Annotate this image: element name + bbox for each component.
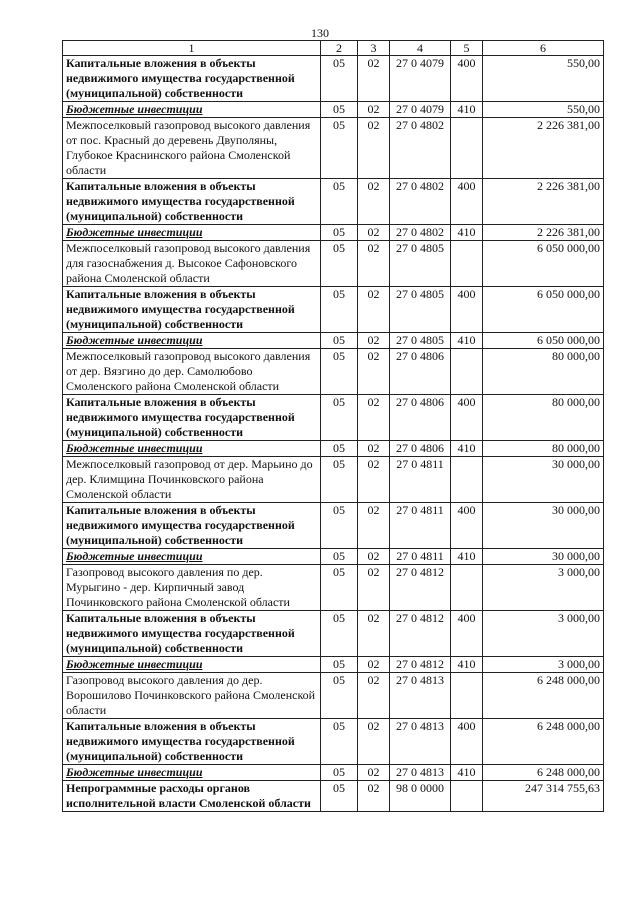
table-row [63,549,604,565]
cell-amount: 2 226 381,00 [483,179,604,225]
cell-section: 05 [321,395,358,441]
cell-subsection: 02 [358,56,390,102]
table-body [63,56,604,812]
cell-expense-type: 400 [451,719,483,765]
cell-name: Капитальные вложения в объекты недвижимого имущества государственной (муниципальной) собственности [63,395,321,441]
table-row [63,673,604,719]
table-row [63,503,604,549]
table-row [63,349,604,395]
cell-section: 05 [321,611,358,657]
cell-expense-type [451,118,483,179]
table-row [63,333,604,349]
cell-name: Бюджетные инвестиции [63,225,321,241]
cell-expense-type: 410 [451,333,483,349]
cell-section: 05 [321,118,358,179]
cell-target-article: 27 0 4802 [390,118,451,179]
cell-subsection: 02 [358,333,390,349]
cell-amount: 30 000,00 [483,549,604,565]
cell-subsection: 02 [358,657,390,673]
cell-target-article: 27 0 4811 [390,549,451,565]
cell-target-article: 27 0 4079 [390,102,451,118]
cell-name: Бюджетные инвестиции [63,765,321,781]
cell-expense-type [451,241,483,287]
cell-subsection: 02 [358,349,390,395]
cell-section: 05 [321,457,358,503]
page-number: 130 [311,26,329,40]
column-header-csr: 4 [390,41,451,56]
cell-amount: 6 050 000,00 [483,287,604,333]
cell-name: Непрограммные расходы органов исполнительной власти Смоленской области [63,781,321,812]
cell-amount: 6 248 000,00 [483,719,604,765]
table-row [63,565,604,611]
cell-amount: 550,00 [483,102,604,118]
cell-amount: 80 000,00 [483,395,604,441]
cell-name: Капитальные вложения в объекты недвижимого имущества государственной (муниципальной) собственности [63,719,321,765]
cell-expense-type [451,349,483,395]
cell-amount: 80 000,00 [483,441,604,457]
cell-subsection: 02 [358,287,390,333]
cell-name: Капитальные вложения в объекты недвижимого имущества государственной (муниципальной) собственности [63,287,321,333]
cell-target-article: 27 0 4813 [390,765,451,781]
cell-subsection: 02 [358,441,390,457]
cell-amount: 30 000,00 [483,457,604,503]
cell-target-article: 27 0 4806 [390,395,451,441]
cell-section: 05 [321,333,358,349]
cell-target-article: 27 0 4806 [390,349,451,395]
cell-subsection: 02 [358,549,390,565]
cell-subsection: 02 [358,241,390,287]
cell-name: Бюджетные инвестиции [63,333,321,349]
table-row [63,118,604,179]
cell-name: Бюджетные инвестиции [63,441,321,457]
cell-section: 05 [321,287,358,333]
cell-expense-type: 410 [451,225,483,241]
cell-amount: 3 000,00 [483,611,604,657]
cell-subsection: 02 [358,118,390,179]
column-header-sum: 6 [483,41,604,56]
cell-expense-type: 400 [451,287,483,333]
cell-target-article: 27 0 4802 [390,225,451,241]
cell-section: 05 [321,56,358,102]
cell-subsection: 02 [358,395,390,441]
cell-amount: 247 314 755,63 [483,781,604,812]
table-row [63,225,604,241]
cell-target-article: 27 0 4805 [390,333,451,349]
cell-expense-type: 410 [451,657,483,673]
cell-amount: 30 000,00 [483,503,604,549]
cell-amount: 2 226 381,00 [483,225,604,241]
cell-amount: 2 226 381,00 [483,118,604,179]
cell-name: Бюджетные инвестиции [63,549,321,565]
cell-name: Газопровод высокого давления до дер. Ворошилово Починковского района Смоленской области [63,673,321,719]
cell-target-article: 27 0 4811 [390,457,451,503]
cell-name: Межпоселковый газопровод высокого давления от пос. Красный до деревень Двуполяны, Глубокое Краснинского района Смоленской области [63,118,321,179]
cell-section: 05 [321,719,358,765]
cell-expense-type: 400 [451,611,483,657]
cell-expense-type: 400 [451,56,483,102]
cell-expense-type: 410 [451,102,483,118]
cell-name: Капитальные вложения в объекты недвижимого имущества государственной (муниципальной) собственности [63,503,321,549]
table-header-row [63,41,604,56]
cell-amount: 3 000,00 [483,565,604,611]
table-row [63,611,604,657]
cell-expense-type [451,781,483,812]
table-row [63,719,604,765]
cell-subsection: 02 [358,565,390,611]
cell-name: Межпоселковый газопровод от дер. Марьино до дер. Климщина Починковского района Смоленской области [63,457,321,503]
table-row [63,781,604,812]
table-row [63,287,604,333]
cell-name: Бюджетные инвестиции [63,102,321,118]
cell-target-article: 98 0 0000 [390,781,451,812]
table-row [63,765,604,781]
cell-section: 05 [321,102,358,118]
cell-expense-type: 410 [451,765,483,781]
column-header-vr: 5 [451,41,483,56]
cell-amount: 6 248 000,00 [483,765,604,781]
cell-target-article: 27 0 4812 [390,611,451,657]
table-row [63,457,604,503]
cell-section: 05 [321,765,358,781]
cell-amount: 6 050 000,00 [483,333,604,349]
cell-expense-type [451,673,483,719]
cell-expense-type: 400 [451,503,483,549]
cell-name: Бюджетные инвестиции [63,657,321,673]
table-row [63,395,604,441]
cell-section: 05 [321,549,358,565]
cell-section: 05 [321,241,358,287]
cell-name: Межпоселковый газопровод высокого давления для газоснабжения д. Высокое Сафоновского района Смоленской области [63,241,321,287]
cell-name: Капитальные вложения в объекты недвижимого имущества государственной (муниципальной) собственности [63,56,321,102]
cell-target-article: 27 0 4811 [390,503,451,549]
cell-section: 05 [321,441,358,457]
cell-expense-type [451,565,483,611]
table-row [63,241,604,287]
cell-amount: 550,00 [483,56,604,102]
cell-amount: 6 248 000,00 [483,673,604,719]
cell-section: 05 [321,179,358,225]
cell-name: Капитальные вложения в объекты недвижимого имущества государственной (муниципальной) собственности [63,179,321,225]
cell-name: Межпоселковый газопровод высокого давления от дер. Вязгино до дер. Самолюбово Смоленского района Смоленской области [63,349,321,395]
cell-subsection: 02 [358,781,390,812]
cell-subsection: 02 [358,673,390,719]
cell-target-article: 27 0 4802 [390,179,451,225]
cell-name: Капитальные вложения в объекты недвижимого имущества государственной (муниципальной) собственности [63,611,321,657]
cell-target-article: 27 0 4806 [390,441,451,457]
cell-section: 05 [321,781,358,812]
budget-table [62,40,604,812]
table-row [63,179,604,225]
cell-expense-type: 400 [451,395,483,441]
table-row [63,56,604,102]
cell-amount: 3 000,00 [483,657,604,673]
cell-subsection: 02 [358,611,390,657]
cell-target-article: 27 0 4812 [390,657,451,673]
cell-target-article: 27 0 4805 [390,241,451,287]
cell-subsection: 02 [358,225,390,241]
cell-expense-type [451,457,483,503]
column-header-pr: 3 [358,41,390,56]
table-row [63,441,604,457]
table-row [63,657,604,673]
cell-section: 05 [321,657,358,673]
cell-subsection: 02 [358,102,390,118]
cell-section: 05 [321,225,358,241]
cell-subsection: 02 [358,457,390,503]
column-header-name: 1 [63,41,321,56]
cell-section: 05 [321,503,358,549]
cell-expense-type: 410 [451,549,483,565]
cell-section: 05 [321,673,358,719]
cell-subsection: 02 [358,503,390,549]
column-header-rz: 2 [321,41,358,56]
cell-target-article: 27 0 4813 [390,673,451,719]
cell-target-article: 27 0 4805 [390,287,451,333]
cell-target-article: 27 0 4813 [390,719,451,765]
cell-expense-type: 410 [451,441,483,457]
cell-subsection: 02 [358,179,390,225]
cell-amount: 6 050 000,00 [483,241,604,287]
cell-subsection: 02 [358,719,390,765]
cell-section: 05 [321,565,358,611]
cell-target-article: 27 0 4812 [390,565,451,611]
cell-target-article: 27 0 4079 [390,56,451,102]
cell-amount: 80 000,00 [483,349,604,395]
cell-name: Газопровод высокого давления по дер. Мурыгино - дер. Кирпичный завод Починковского района Смоленской области [63,565,321,611]
table-row [63,102,604,118]
cell-expense-type: 400 [451,179,483,225]
cell-subsection: 02 [358,765,390,781]
cell-section: 05 [321,349,358,395]
